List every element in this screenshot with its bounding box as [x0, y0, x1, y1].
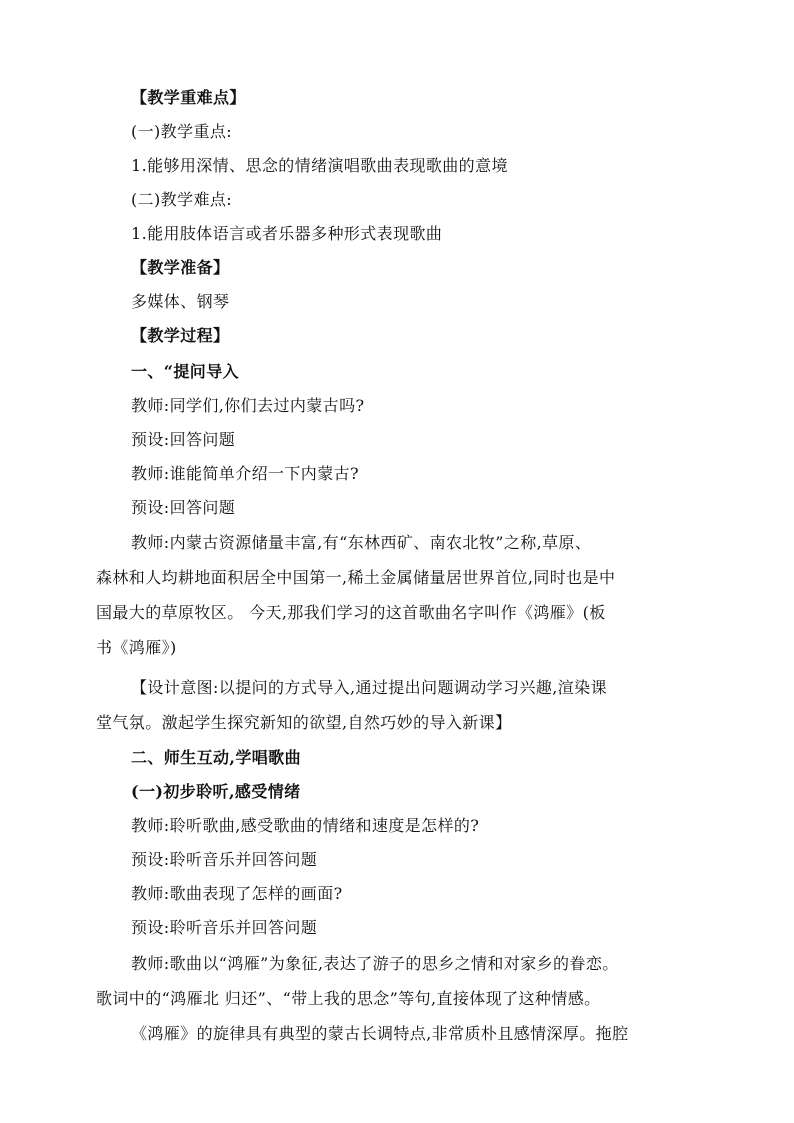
dialogue-line: 教师:谁能简单介绍一下内蒙古? [131, 464, 359, 483]
dialogue-line: 预设:回答问题 [131, 498, 236, 517]
dialogue-line: 教师:同学们,你们去过内蒙古吗? [131, 396, 365, 415]
teacher-intro-line: 森林和人均耕地面积居全中国第一,稀土金属储量居世界首位,同时也是中 [96, 568, 616, 587]
part1-heading: 一、“提问导入 [131, 362, 240, 381]
section-heading-process: 【教学过程】 [131, 326, 230, 345]
teacher-final-line: 教师:歌曲以“鸿雁”为象征,表达了游子的思乡之情和对家乡的眷恋。 [131, 954, 619, 973]
difficult-point-item: 1.能用肢体语言或者乐器多种形式表现歌曲 [131, 224, 443, 243]
teacher-intro-line: 教师:内蒙古资源储量丰富,有“东林西矿、南农北牧”之称,草原、 [131, 533, 592, 552]
dialogue-line: 预设:聆听音乐并回答问题 [131, 850, 318, 869]
preparation-text: 多媒体、钢琴 [131, 292, 230, 311]
difficult-points-label: (二)教学难点: [131, 190, 233, 209]
section-heading-preparation: 【教学准备】 [131, 258, 230, 277]
dialogue-line: 教师:聆听歌曲,感受歌曲的情绪和速度是怎样的? [131, 816, 480, 835]
part2-subheading: (一)初步聆听,感受情绪 [131, 782, 301, 801]
key-point-item: 1.能够用深情、思念的情绪演唱歌曲表现歌曲的意境 [131, 156, 508, 175]
teacher-intro-line: 国最大的草原牧区。 今天,那我们学习的这首歌曲名字叫作《鸿雁》(板 [96, 603, 606, 622]
dialogue-line: 预设:回答问题 [131, 430, 236, 449]
design-intent-line: 【设计意图:以提问的方式导入,通过提出问题调动学习兴趣,渲染课 [131, 678, 607, 697]
teacher-intro-line: 书《鸿雁》) [96, 638, 177, 657]
dialogue-line: 教师:歌曲表现了怎样的画面? [131, 884, 343, 903]
part2-heading: 二、师生互动,学唱歌曲 [131, 748, 301, 767]
dialogue-line: 预设:聆听音乐并回答问题 [131, 918, 318, 937]
key-points-label: (一)教学重点: [131, 122, 233, 141]
teacher-final-line: 《鸿雁》的旋律具有典型的蒙古长调特点,非常质朴且感情深厚。拖腔 [131, 1024, 629, 1043]
teacher-final-line: 歌词中的“鸿雁北 归还”、“带上我的思念”等句,直接体现了这种情感。 [96, 989, 601, 1008]
design-intent-line: 堂气氛。激起学生探究新知的欲望,自然巧妙的导入新课】 [96, 713, 512, 732]
section-heading-difficulties: 【教学重难点】 [131, 88, 246, 107]
